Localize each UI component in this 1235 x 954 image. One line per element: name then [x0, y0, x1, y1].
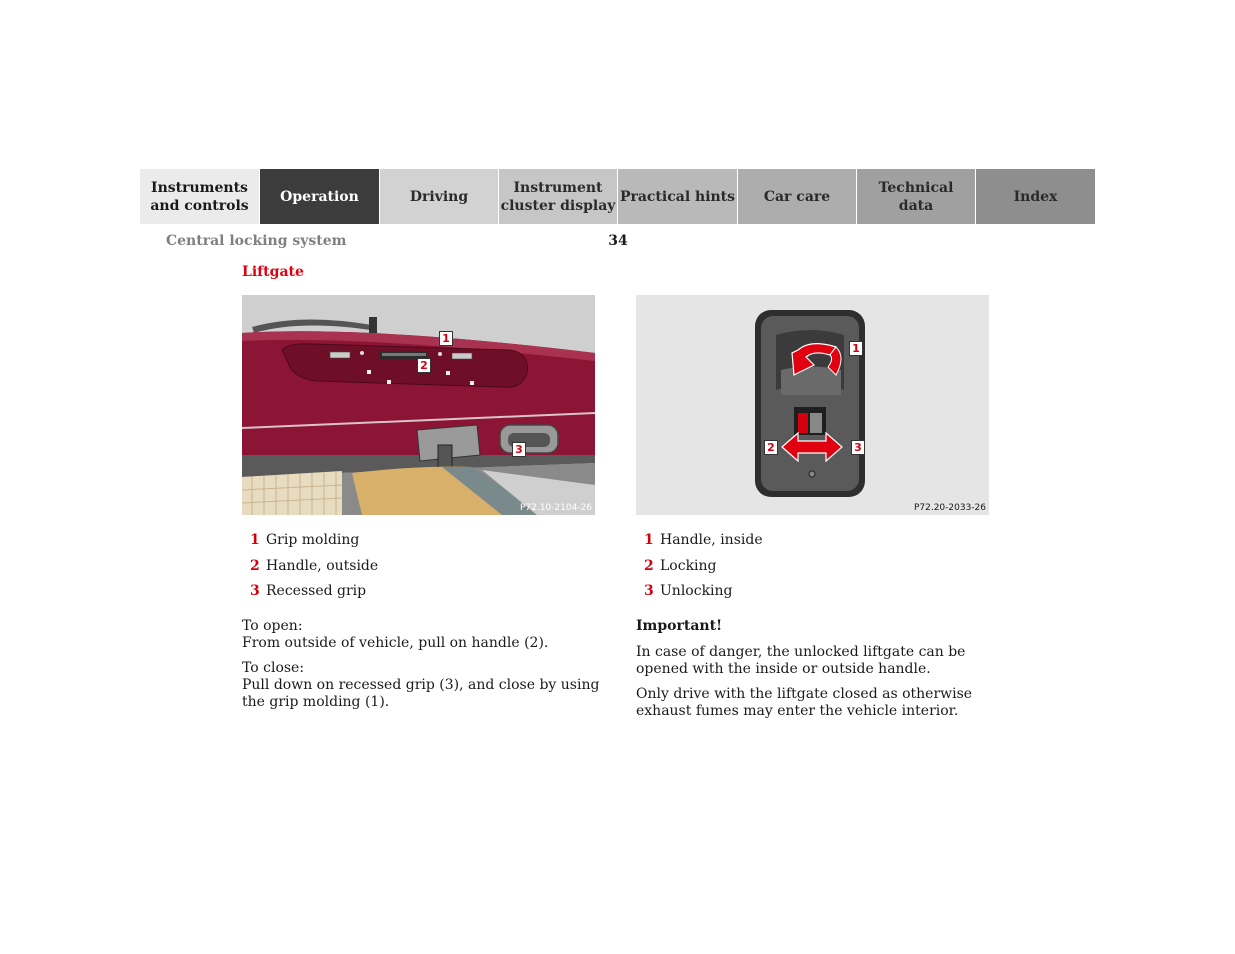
exhaust-paragraph: Only drive with the liftgate closed as otherwise exhaust fumes may enter the vehicle interior.: [636, 686, 973, 719]
close-text: Pull down on recessed grip (3), and close by using the grip molding (1).: [242, 677, 600, 710]
liftgate-exterior-drawing: [242, 295, 595, 515]
callout-1-handle-inside: 1: [849, 341, 863, 356]
legend-text: Recessed grip: [266, 583, 367, 599]
liftgate-exterior-illustration: [242, 295, 595, 515]
list-item: [636, 581, 763, 607]
instructions-right: [636, 618, 998, 728]
open-label: To open:: [242, 618, 303, 634]
close-instructions: [242, 660, 602, 711]
list-item: [636, 556, 763, 582]
open-instructions: [242, 618, 602, 652]
tab-index[interactable]: Index: [976, 169, 1095, 224]
close-label: To close:: [242, 660, 305, 676]
figure-code: P72.20-2033-26: [913, 503, 986, 513]
list-item: [242, 530, 378, 556]
tab-driving[interactable]: Driving: [380, 169, 499, 224]
legend-number: 1: [644, 532, 654, 548]
legend-number: 2: [250, 557, 260, 574]
legend-number: 3: [644, 583, 654, 599]
callout-3-unlocking: 3: [851, 440, 865, 455]
callout-3-recessed-grip: 3: [512, 442, 526, 457]
tab-instrument-cluster-display[interactable]: Instrument cluster display: [499, 169, 618, 224]
callout-1-grip-molding: 1: [439, 331, 453, 346]
legend-text: Unlocking: [660, 583, 733, 599]
legend-text: Handle, inside: [660, 532, 763, 548]
legend-left: [242, 530, 378, 607]
legend-right: [636, 530, 763, 607]
instructions-left: [242, 618, 602, 719]
tab-instruments-and-controls[interactable]: Instruments and controls: [140, 169, 260, 224]
callout-2-locking: 2: [764, 440, 778, 455]
legend-text: Grip molding: [266, 532, 360, 548]
list-item: [242, 581, 378, 607]
legend-number: 3: [250, 583, 260, 599]
callout-2-handle-outside: 2: [417, 358, 431, 373]
inside-handle-illustration: [636, 295, 989, 515]
tab-car-care[interactable]: Car care: [738, 169, 857, 224]
tab-operation[interactable]: Operation: [260, 169, 380, 224]
chapter-navigation: [140, 169, 1095, 224]
danger-paragraph: In case of danger, the unlocked liftgate can be opened with the inside or outside handle.: [636, 644, 966, 677]
page-number: 34: [608, 233, 628, 249]
list-item: [636, 530, 763, 556]
tab-practical-hints[interactable]: Practical hints: [618, 169, 738, 224]
section-title: Central locking system: [166, 233, 347, 249]
legend-number: 1: [250, 532, 260, 548]
important-label: Important!: [636, 618, 723, 634]
figure-code: P72.10-2104-26: [519, 503, 592, 513]
page-heading: Liftgate: [242, 264, 304, 280]
legend-number: 2: [644, 557, 654, 574]
legend-text: Locking: [660, 557, 717, 574]
tab-technical-data[interactable]: Technical data: [857, 169, 976, 224]
legend-text: Handle, outside: [266, 557, 379, 574]
inside-handle-drawing: [636, 295, 989, 515]
list-item: [242, 556, 378, 582]
open-text: From outside of vehicle, pull on handle (2).: [242, 635, 549, 651]
